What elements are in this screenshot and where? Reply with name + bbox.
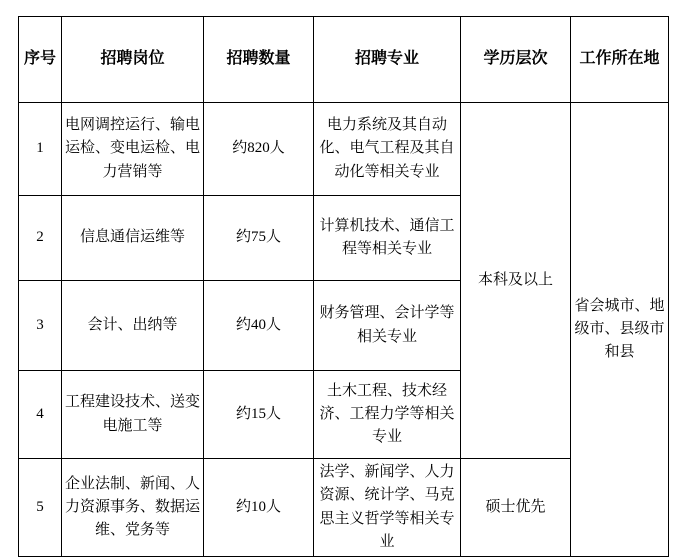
row-number: 4 bbox=[19, 371, 62, 459]
header-cell-education: 学历层次 bbox=[461, 17, 571, 103]
recruitment-table bbox=[18, 16, 669, 557]
work-location-cell: 省会城市、地级市、县级市和县 bbox=[571, 103, 669, 557]
major-cell: 法学、新闻学、人力资源、统计学、马克思主义哲学等相关专业 bbox=[314, 459, 461, 557]
row-number: 2 bbox=[19, 196, 62, 281]
row-number: 3 bbox=[19, 281, 62, 371]
table-row bbox=[19, 103, 669, 196]
header-cell-major: 招聘专业 bbox=[314, 17, 461, 103]
header-row bbox=[19, 17, 669, 103]
row-number: 5 bbox=[19, 459, 62, 557]
header-cell-location: 工作所在地 bbox=[571, 17, 669, 103]
count-cell: 约15人 bbox=[204, 371, 314, 459]
position-cell: 会计、出纳等 bbox=[62, 281, 204, 371]
count-cell: 约10人 bbox=[204, 459, 314, 557]
header-cell-no: 序号 bbox=[19, 17, 62, 103]
count-cell: 约75人 bbox=[204, 196, 314, 281]
major-cell: 财务管理、会计学等相关专业 bbox=[314, 281, 461, 371]
major-cell: 计算机技术、通信工程等相关专业 bbox=[314, 196, 461, 281]
major-cell: 电力系统及其自动化、电气工程及其自动化等相关专业 bbox=[314, 103, 461, 196]
count-cell: 约40人 bbox=[204, 281, 314, 371]
header-cell-position: 招聘岗位 bbox=[62, 17, 204, 103]
count-cell: 约820人 bbox=[204, 103, 314, 196]
position-cell: 电网调控运行、输电运检、变电运检、电力营销等 bbox=[62, 103, 204, 196]
header-cell-count: 招聘数量 bbox=[204, 17, 314, 103]
education-merged-cell: 本科及以上 bbox=[461, 103, 571, 459]
row-number: 1 bbox=[19, 103, 62, 196]
education-row5-cell: 硕士优先 bbox=[461, 459, 571, 557]
position-cell: 工程建设技术、送变电施工等 bbox=[62, 371, 204, 459]
position-cell: 企业法制、新闻、人力资源事务、数据运维、党务等 bbox=[62, 459, 204, 557]
major-cell: 土木工程、技术经济、工程力学等相关专业 bbox=[314, 371, 461, 459]
position-cell: 信息通信运维等 bbox=[62, 196, 204, 281]
